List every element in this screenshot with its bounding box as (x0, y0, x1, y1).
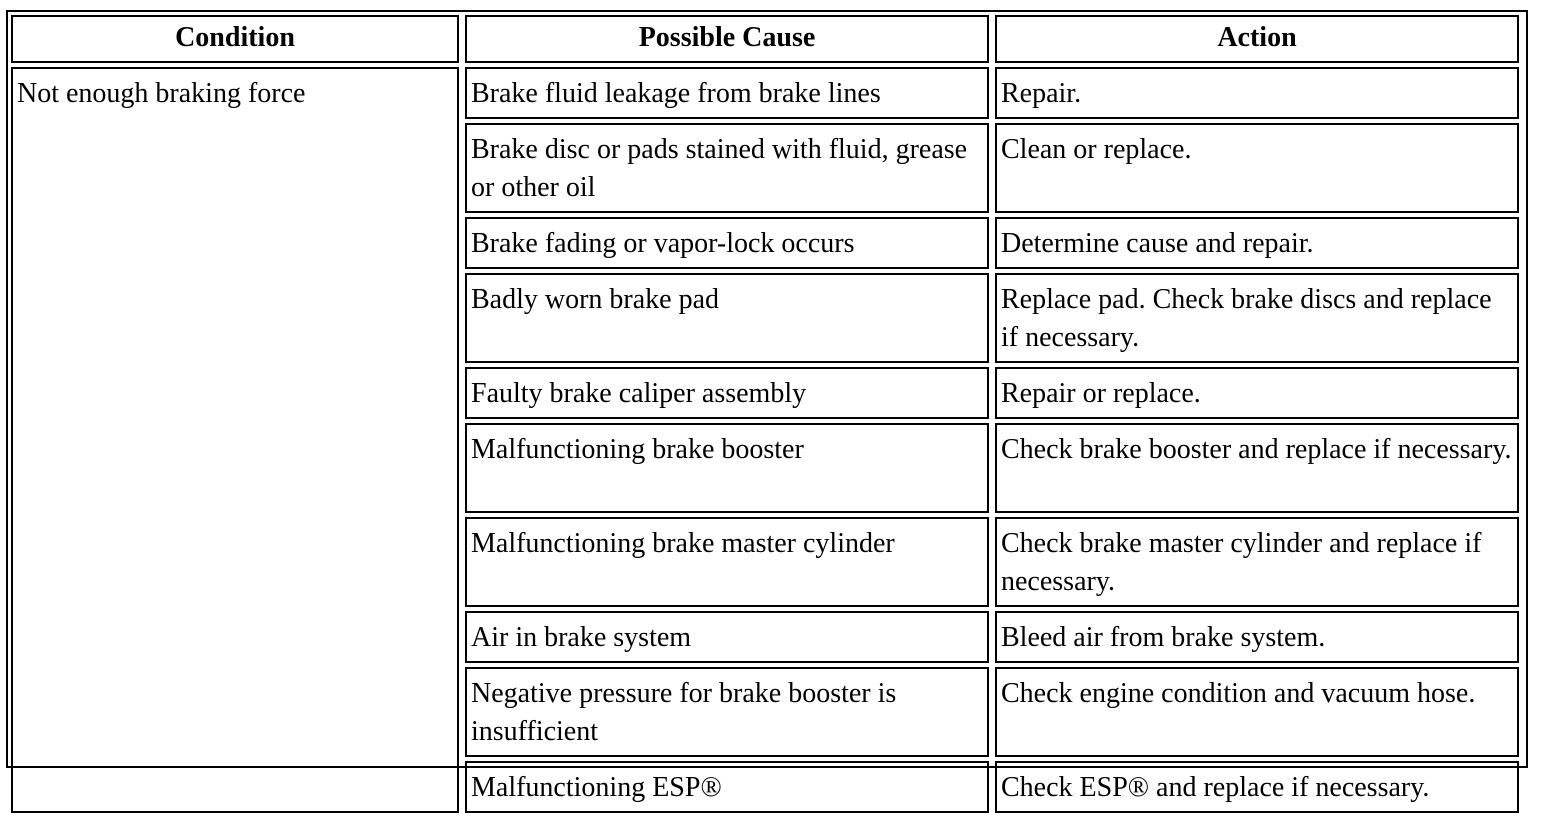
header-action: Action (995, 15, 1519, 63)
action-cell: Clean or replace. (995, 123, 1519, 213)
cause-cell: Brake fading or vapor-lock occurs (465, 217, 989, 269)
cause-cell: Malfunctioning ESP® (465, 761, 989, 813)
action-cell: Check brake booster and replace if necessary. (995, 423, 1519, 513)
cause-cell: Malfunctioning brake master cylinder (465, 517, 989, 607)
header-possible-cause: Possible Cause (465, 15, 989, 63)
action-cell: Bleed air from brake system. (995, 611, 1519, 663)
action-cell: Repair or replace. (995, 367, 1519, 419)
table-header-row (11, 15, 1519, 63)
action-cell: Replace pad. Check brake discs and replace if necessary. (995, 273, 1519, 363)
action-cell: Determine cause and repair. (995, 217, 1519, 269)
diagnosis-table (5, 11, 1525, 817)
action-cell: Check ESP® and replace if necessary. (995, 761, 1519, 813)
cause-cell: Malfunctioning brake booster (465, 423, 989, 513)
action-cell: Check brake master cylinder and replace if necessary. (995, 517, 1519, 607)
action-cell: Check engine condition and vacuum hose. (995, 667, 1519, 757)
cause-cell: Brake fluid leakage from brake lines (465, 67, 989, 119)
table-row (11, 67, 1519, 119)
cause-cell: Badly worn brake pad (465, 273, 989, 363)
cause-cell: Brake disc or pads stained with fluid, grease or other oil (465, 123, 989, 213)
cause-cell: Air in brake system (465, 611, 989, 663)
diagnosis-table-frame (6, 10, 1528, 803)
condition-cell: Not enough braking force (11, 67, 459, 813)
action-cell: Repair. (995, 67, 1519, 119)
cause-cell: Faulty brake caliper assembly (465, 367, 989, 419)
header-condition: Condition (11, 15, 459, 63)
cause-cell: Negative pressure for brake booster is insufficient (465, 667, 989, 757)
